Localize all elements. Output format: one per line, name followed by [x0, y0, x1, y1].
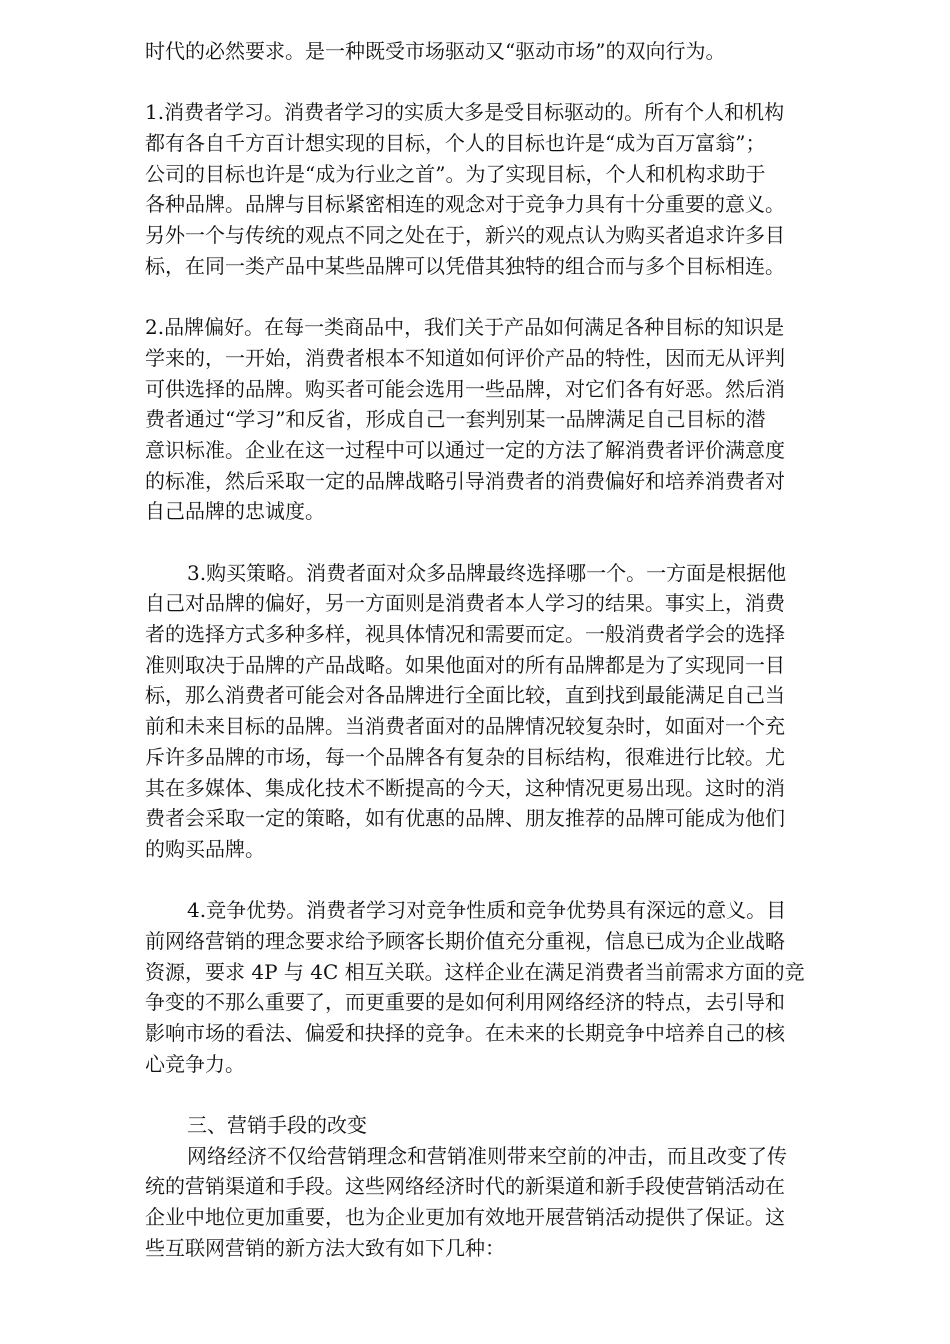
text-line: 标，那么消费者可能会对各品牌进行全面比较，直到找到最能满足自己当: [145, 683, 785, 708]
text-line: 都有各自千方百计想实现的目标，个人的目标也许是“成为百万富翁”；: [145, 131, 766, 156]
text-line: 公司的目标也许是“成为行业之首”。为了实现目标，个人和机构求助于: [145, 161, 766, 186]
paragraph-brand-preference: [145, 312, 867, 527]
text-line: 1.消费者学习。消费者学习的实质大多是受目标驱动的。所有个人和机构: [145, 100, 785, 125]
paragraph-gap: [145, 67, 867, 98]
text-line: 意识标准。企业在这一过程中可以通过一定的方法了解消费者评价满意度: [145, 437, 785, 462]
text-line: 前和未来目标的品牌。当消费者面对的品牌情况较复杂时，如面对一个充: [145, 714, 785, 739]
text-line: 学来的，一开始，消费者根本不知道如何评价产品的特性，因而无从评判: [145, 345, 785, 370]
text-line: 标，在同一类产品中某些品牌可以凭借其独特的组合而与多个目标相连。: [145, 253, 785, 278]
paragraph-gap: [145, 527, 867, 558]
paragraph-gap: [145, 1079, 867, 1110]
paragraph-consumer-learning: [145, 97, 867, 281]
text-line: 3.购买策略。消费者面对众多品牌最终选择哪一个。一方面是根据他: [187, 560, 787, 585]
text-line: 可供选择的品牌。购买者可能会选用一些品牌，对它们各有好恶。然后消: [145, 376, 785, 401]
text-line: 者的选择方式多种多样，视具体情况和需要而定。一般消费者学会的选择: [145, 622, 785, 647]
section-marketing-means: [145, 1110, 867, 1263]
paragraph-competitive-advantage: [145, 895, 867, 1079]
text-line: 时代的必然要求。是一种既受市场驱动又“驱动市场”的双向行为。: [145, 39, 726, 63]
text-line: 费者会采取一定的策略，如有优惠的品牌、朋友推荐的品牌可能成为他们: [145, 806, 785, 831]
text-line: 影响市场的看法、偏爱和抉择的竞争。在未来的长期竞争中培养自己的核: [145, 1021, 785, 1045]
text-line: 各种品牌。品牌与目标紧密相连的观念对于竞争力具有十分重要的意义。: [145, 192, 785, 217]
text-line: 网络经济不仅给营销理念和营销准则带来空前的冲击，而且改变了传: [187, 1143, 787, 1168]
text-line: 前网络营销的理念要求给予顾客长期价值充分重视，信息已成为企业战略: [145, 928, 785, 953]
text-line: 争变的不那么重要了，而更重要的是如何利用网络经济的特点，去引导和: [145, 990, 785, 1015]
section-heading: 三、营销手段的改变: [187, 1113, 367, 1138]
text-line: 的标准，然后采取一定的品牌战略引导消费者的消费偏好和培养消费者对: [145, 468, 785, 493]
paragraph-purchase-strategy: [145, 558, 867, 865]
text-line: 心竞争力。: [145, 1051, 245, 1076]
text-line: 的购买品牌。: [145, 836, 265, 861]
text-line: 其在多媒体、集成化技术不断提高的今天，这种情况更易出现。这时的消: [145, 775, 785, 800]
text-line: 资源，要求 4P 与 4C 相互关联。这样企业在满足消费者当前需求方面的竞: [145, 959, 805, 984]
opening-paragraph: [145, 36, 867, 67]
text-line: 自己对品牌的偏好，另一方面则是消费者本人学习的结果。事实上，消费: [145, 591, 785, 616]
text-line: 4.竞争优势。消费者学习对竞争性质和竞争优势具有深远的意义。目: [187, 898, 787, 923]
paragraph-gap: [145, 282, 867, 313]
text-line: 企业中地位更加重要，也为企业更加有效地开展营销活动提供了保证。这: [145, 1205, 785, 1230]
text-line: 另外一个与传统的观点不同之处在于，新兴的观点认为购买者追求许多目: [145, 223, 785, 248]
document-page: [145, 36, 867, 1264]
text-line: 斥许多品牌的市场，每一个品牌各有复杂的目标结构，很难进行比较。尤: [145, 744, 785, 769]
text-line: 2.品牌偏好。在每一类商品中，我们关于产品如何满足各种目标的知识是: [145, 315, 785, 340]
text-line: 费者通过“学习”和反省，形成自己一套判别某一品牌满足自己目标的潜: [145, 407, 766, 432]
paragraph-gap: [145, 865, 867, 896]
text-line: 准则取决于品牌的产品战略。如果他面对的所有品牌都是为了实现同一目: [145, 652, 785, 677]
text-line: 些互联网营销的新方法大致有如下几种：: [145, 1235, 505, 1260]
text-line: 统的营销渠道和手段。这些网络经济时代的新渠道和新手段使营销活动在: [145, 1174, 785, 1199]
text-line: 自己品牌的忠诚度。: [145, 499, 325, 524]
